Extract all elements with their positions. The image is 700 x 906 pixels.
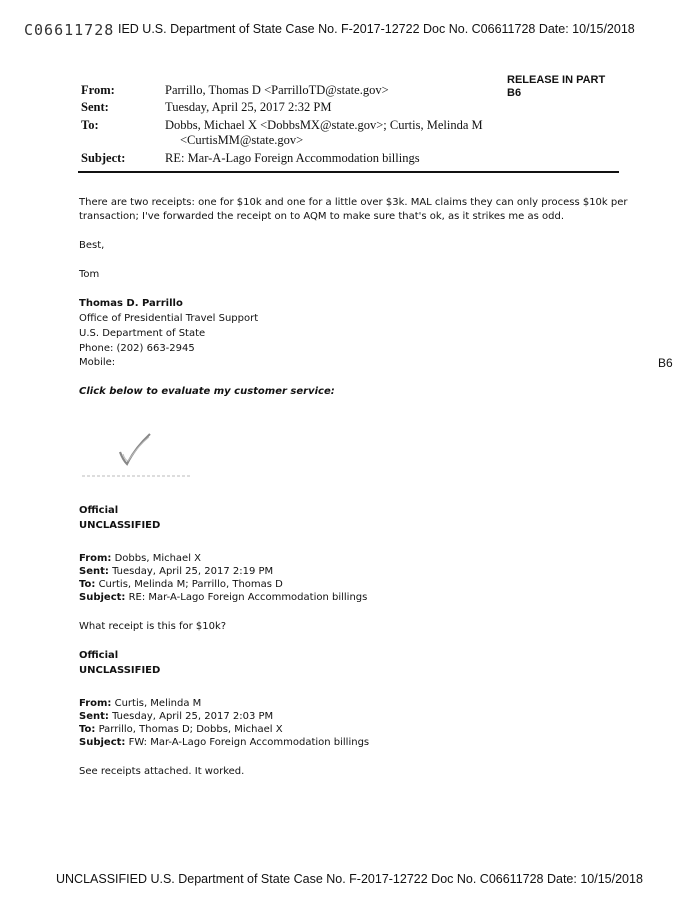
- reply2-subject: [79, 737, 369, 748]
- from-label: From:: [81, 83, 115, 97]
- signature-name: Thomas D. Parrillo: [79, 298, 183, 309]
- signature-office: Office of Presidential Travel Support: [79, 313, 259, 324]
- sent-value: Tuesday, April 25, 2017 2:32 PM: [165, 100, 332, 114]
- reply1-sent-value: Tuesday, April 25, 2017 2:19 PM: [112, 566, 274, 577]
- reply1-to: [79, 579, 283, 590]
- subject-label: Subject:: [81, 151, 126, 165]
- reply2-to-label: To:: [79, 724, 96, 735]
- release-code: B6: [507, 87, 522, 99]
- sent-label: Sent:: [81, 100, 109, 114]
- reply1-subject: [79, 592, 367, 603]
- reply2-subject-label: Subject:: [79, 737, 126, 748]
- from-value: Parrillo, Thomas D <ParrilloTD@state.gov>: [165, 83, 389, 97]
- reply1-sent-label: Sent:: [79, 566, 109, 577]
- reply2-to-value: Parrillo, Thomas D; Dobbs, Michael X: [98, 724, 283, 735]
- reply2-sent: [79, 711, 273, 722]
- document-stamp: C06611728: [24, 21, 115, 39]
- footer-banner: UNCLASSIFIED U.S. Department of State Case No. F-2017-12722 Doc No. C06611728 Date: 10/15/2018: [56, 872, 643, 886]
- reply2-sent-value: Tuesday, April 25, 2017 2:03 PM: [112, 711, 274, 722]
- header-banner: IED U.S. Department of State Case No. F-2017-12722 Doc No. C06611728 Date: 10/15/2018: [118, 22, 635, 36]
- to-value-line1: Dobbs, Michael X <DobbsMX@state.gov>; Curtis, Melinda M: [165, 118, 483, 132]
- signature-phone: Phone: (202) 663-2945: [79, 343, 195, 354]
- reply1-sent: [79, 566, 273, 577]
- reply1-subject-label: Subject:: [79, 592, 126, 603]
- reply2-from-value: Curtis, Melinda M: [114, 698, 202, 709]
- reply2-from-label: From:: [79, 698, 112, 709]
- header-divider: [78, 171, 619, 173]
- checkmark-logo-icon[interactable]: [80, 430, 195, 485]
- redaction-code-b6: B6: [658, 356, 673, 370]
- reply1-message: What receipt is this for $10k?: [79, 621, 227, 632]
- reply2-subject-value: FW: Mar-A-Lago Foreign Accommodation billings: [128, 737, 370, 748]
- reply2-from: [79, 698, 201, 709]
- body-closing: Best,: [79, 240, 105, 251]
- reply2-to: [79, 724, 283, 735]
- checkmark-logo-svg: [80, 430, 195, 485]
- reply1-from: [79, 553, 201, 564]
- to-label: To:: [81, 118, 99, 132]
- body-line-2: transaction; I've forwarded the receipt on to AQM to make sure that's ok, as it strikes me as odd.: [79, 211, 565, 222]
- unclassified-label-2: UNCLASSIFIED: [79, 665, 161, 676]
- unclassified-label-1: UNCLASSIFIED: [79, 520, 161, 531]
- body-line-1: There are two receipts: one for $10k and one for a little over $3k. MAL claims they can only process $10k per: [79, 197, 628, 208]
- signature-dept: U.S. Department of State: [79, 328, 206, 339]
- reply2-message: See receipts attached. It worked.: [79, 766, 245, 777]
- official-label-1: Official: [79, 505, 119, 516]
- reply1-to-value: Curtis, Melinda M; Parrillo, Thomas D: [98, 579, 283, 590]
- release-status: RELEASE IN PART: [507, 74, 606, 86]
- reply1-subject-value: RE: Mar-A-Lago Foreign Accommodation billings: [128, 592, 368, 603]
- official-label-2: Official: [79, 650, 119, 661]
- reply1-from-label: From:: [79, 553, 112, 564]
- evaluate-link-text[interactable]: Click below to evaluate my customer service:: [79, 386, 335, 397]
- reply1-to-label: To:: [79, 579, 96, 590]
- subject-value: RE: Mar-A-Lago Foreign Accommodation billings: [165, 151, 420, 165]
- reply2-sent-label: Sent:: [79, 711, 109, 722]
- signature-mobile: Mobile:: [79, 357, 116, 368]
- reply1-from-value: Dobbs, Michael X: [114, 553, 202, 564]
- to-value-line2: <CurtisMM@state.gov>: [180, 133, 304, 147]
- body-name: Tom: [79, 269, 100, 280]
